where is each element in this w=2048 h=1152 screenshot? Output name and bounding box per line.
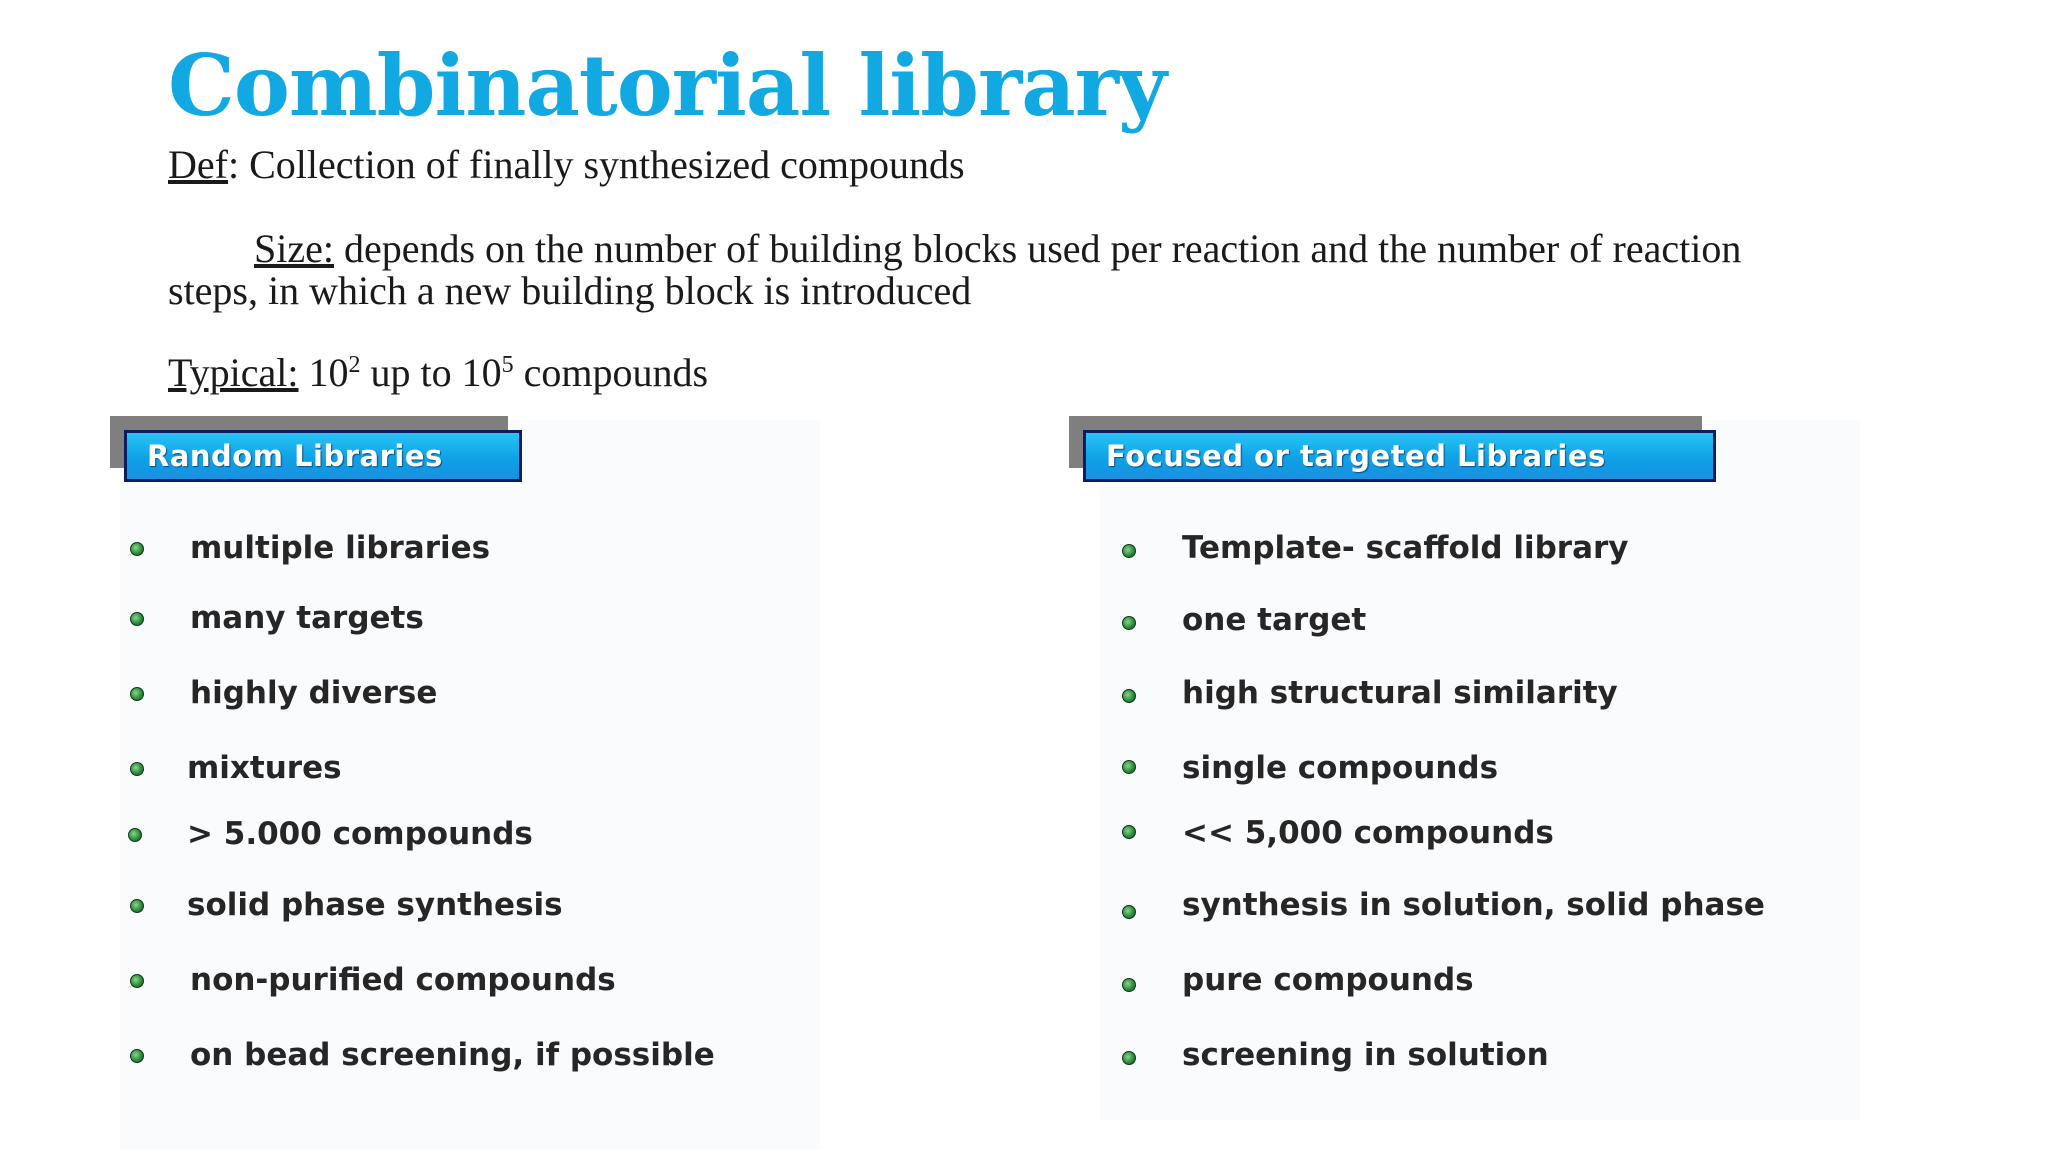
list-item-label: non-purified compounds <box>190 962 616 998</box>
typical-exponent-2: 5 <box>501 352 514 378</box>
size-text-line1: depends on the number of building blocks used per reaction and the number of reaction <box>333 226 1742 271</box>
typical-base-1: 10 <box>298 350 349 395</box>
list-item-label: > 5.000 compounds <box>187 816 533 852</box>
bullet-icon <box>130 687 144 701</box>
list-item-label: screening in solution <box>1182 1037 1549 1073</box>
list-item-label: synthesis in solution, solid phase <box>1182 887 1765 923</box>
size-text-line2: steps, in which a new building block is introduced <box>168 268 972 313</box>
bullet-icon <box>128 828 142 842</box>
bullet-icon <box>1122 1051 1136 1065</box>
slide-title: Combinatorial library <box>168 36 1166 135</box>
list-item-label: many targets <box>190 600 424 636</box>
list-item-label: high structural similarity <box>1182 675 1618 711</box>
list-item-label: solid phase synthesis <box>187 887 563 923</box>
list-item-label: highly diverse <box>190 675 438 711</box>
typical-exponent-1: 2 <box>348 352 361 378</box>
list-item-label: << 5,000 compounds <box>1182 815 1554 851</box>
focused-libraries-header: Focused or targeted Libraries <box>1083 430 1716 482</box>
list-item-label: Template- scaffold library <box>1182 530 1629 566</box>
list-item-label: one target <box>1182 602 1367 638</box>
typical-base-2: up to 10 <box>360 350 502 395</box>
bullet-icon <box>130 612 144 626</box>
size-label: Size: <box>254 226 334 271</box>
bullet-icon <box>1122 544 1136 558</box>
definition-paragraph <box>168 144 1888 186</box>
bullet-icon <box>1122 978 1136 992</box>
typical-paragraph <box>168 352 1888 394</box>
definition-text: : Collection of finally synthesized compounds <box>227 142 965 187</box>
bullet-icon <box>130 974 144 988</box>
bullet-icon <box>1122 616 1136 630</box>
bullet-icon <box>130 762 144 776</box>
bullet-icon <box>1122 905 1136 919</box>
list-item-label: multiple libraries <box>190 530 491 566</box>
bullet-icon <box>130 1049 144 1063</box>
typical-suffix: compounds <box>513 350 709 395</box>
bullet-icon <box>1122 760 1136 774</box>
focused-libraries-header-box <box>1083 430 1716 482</box>
list-item-label: single compounds <box>1182 750 1499 786</box>
definition-label: Def <box>168 142 228 187</box>
bullet-icon <box>130 542 144 556</box>
bullet-icon <box>130 899 144 913</box>
random-libraries-header-box <box>124 430 522 482</box>
bullet-icon <box>1122 689 1136 703</box>
list-item-label: mixtures <box>187 750 342 786</box>
list-item-label: pure compounds <box>1182 962 1474 998</box>
size-paragraph <box>168 228 1888 312</box>
typical-label: Typical: <box>168 350 299 395</box>
list-item-label: on bead screening, if possible <box>190 1037 715 1073</box>
bullet-icon <box>1122 825 1136 839</box>
random-libraries-header: Random Libraries <box>124 430 522 482</box>
